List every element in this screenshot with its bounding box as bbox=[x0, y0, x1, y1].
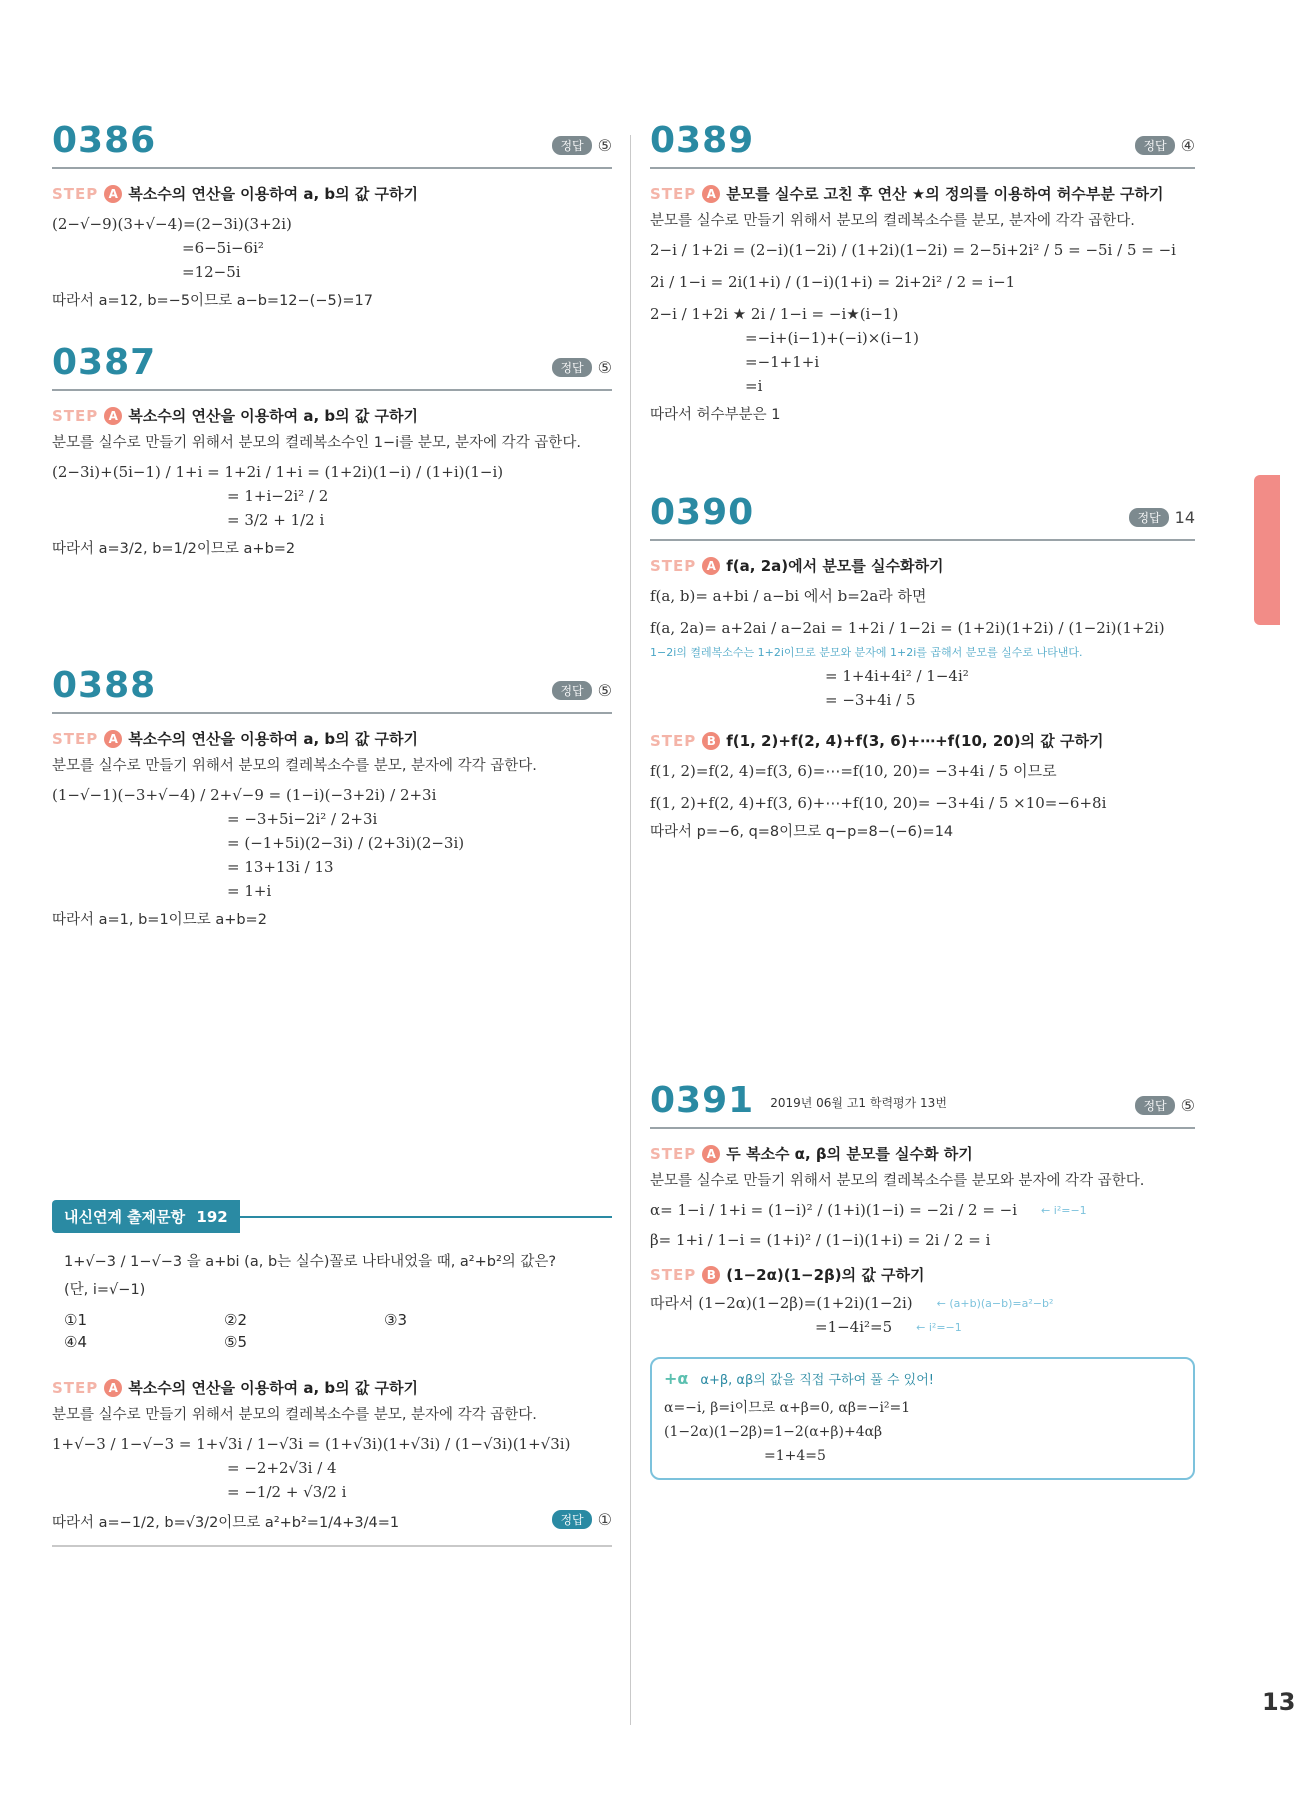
step-heading bbox=[650, 183, 1195, 204]
step-heading bbox=[650, 555, 1195, 576]
problem-0391 bbox=[650, 1080, 1195, 1480]
problem-0390 bbox=[650, 492, 1195, 843]
concept-section bbox=[52, 1200, 612, 1547]
hint-text: ← i²=−1 bbox=[916, 1320, 962, 1334]
choice-item: ⑤5 bbox=[224, 1333, 247, 1351]
math-line: 2−i / 1+2i ★ 2i / 1−i = −i★(i−1) bbox=[650, 305, 899, 323]
math-line: α=−i, β=i이므로 α+β=0, αβ=−i²=1 bbox=[664, 1400, 911, 1416]
tip-header bbox=[664, 1369, 1181, 1388]
choice-item: ①1 bbox=[64, 1311, 87, 1329]
problem-header bbox=[650, 492, 1195, 541]
step-heading bbox=[650, 1143, 1195, 1164]
explanation-text: 분모를 실수로 만들기 위해서 분모의 켤레복소수를 분모, 분자에 각각 곱한다. bbox=[52, 758, 537, 774]
math-line: = (−1+5i)(2−3i) / (2+3i)(2−3i) bbox=[227, 834, 465, 852]
problem-source: 2019년 06월 고1 학력평가 13번 bbox=[770, 1096, 947, 1110]
concept-label bbox=[52, 1200, 240, 1233]
answer-value: 14 bbox=[1174, 508, 1195, 527]
answer-value: ④ bbox=[1180, 136, 1195, 155]
explanation-text: 분모를 실수로 만들기 위해서 분모의 켤레복소수를 분모, 분자에 각각 곱한다. bbox=[650, 213, 1135, 229]
concept-header bbox=[52, 1200, 612, 1233]
math-line: =−1+1+i bbox=[745, 353, 820, 371]
math-line: = −1/2 + √3/2 i bbox=[227, 1483, 347, 1501]
step-letter: A bbox=[104, 185, 122, 203]
concept-number: 192 bbox=[196, 1208, 228, 1226]
step-tag: STEP bbox=[52, 406, 99, 425]
answer-label bbox=[552, 136, 612, 161]
step-tag: STEP bbox=[650, 556, 697, 575]
step-title: 복소수의 연산을 이용하여 a, b의 값 구하기 bbox=[128, 407, 419, 425]
note-text: 1−2i의 켤레복소수는 1+2i이므로 분모와 분자에 1+2i를 곱해서 분모를 실수로 나타낸다. bbox=[650, 646, 1083, 659]
answer-label bbox=[552, 1510, 612, 1535]
conclusion-line: 따라서 허수부분은 1 bbox=[650, 407, 781, 423]
math-line: = 1+i bbox=[227, 882, 272, 900]
step-heading bbox=[52, 405, 612, 426]
problem-header bbox=[650, 1080, 1195, 1129]
choice-list bbox=[52, 1311, 612, 1351]
choice-item: ④4 bbox=[64, 1333, 87, 1351]
answer-label bbox=[1129, 508, 1195, 533]
math-line: = 13+13i / 13 bbox=[227, 858, 334, 876]
math-line: β= 1+i / 1−i = (1+i)² / (1−i)(1+i) = 2i / 2 = i bbox=[650, 1231, 991, 1249]
answer-value: ⑤ bbox=[597, 136, 612, 155]
step-tag: STEP bbox=[650, 184, 697, 203]
step-letter: A bbox=[104, 1379, 122, 1397]
problem-number: 0388 bbox=[52, 665, 157, 706]
math-line: 1+√−3 / 1−√−3 = 1+√3i / 1−√3i = (1+√3i)(1+√3i) / (1−√3i)(1+√3i) bbox=[52, 1435, 571, 1453]
step-letter: A bbox=[104, 730, 122, 748]
math-line: =−i+(i−1)+(−i)×(i−1) bbox=[745, 329, 919, 347]
answer-badge: 정답 bbox=[552, 136, 591, 155]
step-title: 복소수의 연산을 이용하여 a, b의 값 구하기 bbox=[128, 185, 419, 203]
step-tag: STEP bbox=[650, 1265, 697, 1284]
math-line: =i bbox=[745, 377, 763, 395]
math-row bbox=[650, 1198, 1195, 1222]
step-heading bbox=[52, 728, 612, 749]
tip-box bbox=[650, 1357, 1195, 1480]
problem-number: 0389 bbox=[650, 120, 755, 161]
math-line: 2−i / 1+2i = (2−i)(1−2i) / (1+2i)(1−2i) = 2−5i+2i² / 5 = −5i / 5 = −i bbox=[650, 241, 1176, 259]
answer-value: ① bbox=[597, 1510, 612, 1529]
problem-number: 0390 bbox=[650, 492, 755, 533]
step-heading bbox=[52, 183, 612, 204]
step-title: 두 복소수 α, β의 분모를 실수화 하기 bbox=[726, 1145, 973, 1163]
step-title: (1−2α)(1−2β)의 값 구하기 bbox=[726, 1266, 925, 1284]
conclusion-line: 따라서 p=−6, q=8이므로 q−p=8−(−6)=14 bbox=[650, 824, 954, 840]
conclusion-line: 따라서 a=12, b=−5이므로 a−b=12−(−5)=17 bbox=[52, 293, 373, 309]
math-line: f(1, 2)=f(2, 4)=f(3, 6)=⋯=f(10, 20)= −3+4i / 5 이므로 bbox=[650, 762, 1057, 780]
explanation-text: 분모를 실수로 만들기 위해서 분모의 켤레복소수를 분모와 분자에 각각 곱한다. bbox=[650, 1173, 1145, 1189]
problem-header bbox=[52, 120, 612, 169]
problem-number: 0387 bbox=[52, 342, 157, 383]
answer-value: ⑤ bbox=[597, 681, 612, 700]
problem-number: 0391 bbox=[650, 1080, 755, 1121]
step-tag: STEP bbox=[650, 731, 697, 750]
problem-header bbox=[650, 120, 1195, 169]
conclusion-line: 따라서 a=1, b=1이므로 a+b=2 bbox=[52, 912, 267, 928]
hint-text: ← (a+b)(a−b)=a²−b² bbox=[936, 1296, 1054, 1310]
concept-question: 1+√−3 / 1−√−3 을 a+bi (a, b는 실수)꼴로 나타내었을 때, a²+b²의 값은? bbox=[64, 1254, 557, 1270]
math-line: (2−3i)+(5i−1) / 1+i = 1+2i / 1+i = (1+2i)(1−i) / (1+i)(1−i) bbox=[52, 463, 504, 481]
answer-label bbox=[552, 358, 612, 383]
math-line: =1+4=5 bbox=[764, 1448, 826, 1464]
math-line: = 3/2 + 1/2 i bbox=[227, 511, 325, 529]
math-line: 2i / 1−i = 2i(1+i) / (1−i)(1+i) = 2i+2i² / 2 = i−1 bbox=[650, 273, 1016, 291]
step-heading bbox=[650, 1264, 1195, 1285]
step-heading bbox=[650, 730, 1195, 751]
step-tag: STEP bbox=[52, 184, 99, 203]
concept-rule bbox=[240, 1216, 612, 1218]
hint-text: ← i²=−1 bbox=[1041, 1203, 1087, 1217]
step-heading bbox=[52, 1377, 612, 1398]
math-line: = −3+4i / 5 bbox=[825, 691, 916, 709]
step-tag: STEP bbox=[650, 1144, 697, 1163]
problem-header bbox=[52, 342, 612, 391]
answer-label bbox=[1135, 1096, 1195, 1121]
answer-label bbox=[1135, 136, 1195, 161]
step-letter: B bbox=[702, 1266, 720, 1284]
math-line: (1−2α)(1−2β)=1−2(α+β)+4αβ bbox=[664, 1424, 883, 1440]
math-line: f(a, b)= a+bi / a−bi 에서 b=2a라 하면 bbox=[650, 587, 927, 605]
problem-0387 bbox=[52, 342, 612, 560]
math-line: f(a, 2a)= a+2ai / a−2ai = 1+2i / 1−2i = (1+2i)(1+2i) / (1−2i)(1+2i) bbox=[650, 619, 1165, 637]
math-line: (2−√−9)(3+√−4)=(2−3i)(3+2i) bbox=[52, 215, 292, 233]
answer-value: ⑤ bbox=[1180, 1096, 1195, 1115]
tip-plus: +α bbox=[664, 1369, 689, 1388]
answer-badge: 정답 bbox=[552, 1510, 591, 1529]
concept-label-text: 내신연계 출제문항 bbox=[64, 1208, 186, 1226]
answer-label bbox=[552, 681, 612, 706]
math-line: = 1+i−2i² / 2 bbox=[227, 487, 329, 505]
step-title: f(a, 2a)에서 분모를 실수화하기 bbox=[726, 557, 944, 575]
problem-header bbox=[52, 665, 612, 714]
explanation-text: 분모를 실수로 만들기 위해서 분모의 켤레복소수인 1−i를 분모, 분자에 각각 곱한다. bbox=[52, 435, 581, 451]
concept-condition: (단, i=√−1) bbox=[64, 1282, 146, 1298]
step-tag: STEP bbox=[52, 729, 99, 748]
step-letter: A bbox=[702, 185, 720, 203]
math-row bbox=[650, 1291, 1195, 1315]
concept-conclusion-row bbox=[52, 1510, 612, 1547]
step-letter: A bbox=[702, 557, 720, 575]
answer-badge: 정답 bbox=[1129, 508, 1168, 527]
math-line: = 1+4i+4i² / 1−4i² bbox=[825, 667, 969, 685]
math-row bbox=[650, 1315, 1195, 1339]
step-title: 복소수의 연산을 이용하여 a, b의 값 구하기 bbox=[128, 1379, 419, 1397]
choice-item: ③3 bbox=[384, 1311, 407, 1329]
answer-badge: 정답 bbox=[1135, 1096, 1174, 1115]
answer-badge: 정답 bbox=[552, 681, 591, 700]
math-line: (1−√−1)(−3+√−4) / 2+√−9 = (1−i)(−3+2i) / 2+3i bbox=[52, 786, 437, 804]
problem-0389 bbox=[650, 120, 1195, 426]
step-letter: A bbox=[104, 407, 122, 425]
math-line: = −3+5i−2i² / 2+3i bbox=[227, 810, 378, 828]
conclusion-line: 따라서 a=−1/2, b=√3/2이므로 a²+b²=1/4+3/4=1 bbox=[52, 1514, 400, 1531]
step-tag: STEP bbox=[52, 1378, 99, 1397]
step-title: f(1, 2)+f(2, 4)+f(3, 6)+⋯+f(10, 20)의 값 구하기 bbox=[726, 732, 1104, 750]
math-line: =1−4i²=5 bbox=[815, 1318, 893, 1336]
answer-value: ⑤ bbox=[597, 358, 612, 377]
answer-badge: 정답 bbox=[552, 358, 591, 377]
math-line: =12−5i bbox=[182, 263, 241, 281]
step-title: 복소수의 연산을 이용하여 a, b의 값 구하기 bbox=[128, 730, 419, 748]
page-number: 13 bbox=[1262, 1688, 1295, 1716]
answer-badge: 정답 bbox=[1135, 136, 1174, 155]
tip-title: α+β, αβ의 값을 직접 구하여 풀 수 있어! bbox=[700, 1373, 934, 1388]
choice-item: ②2 bbox=[224, 1311, 247, 1329]
step-title: 분모를 실수로 고친 후 연산 ★의 정의를 이용하여 허수부분 구하기 bbox=[726, 185, 1164, 203]
problem-number: 0386 bbox=[52, 120, 157, 161]
math-line: α= 1−i / 1+i = (1−i)² / (1+i)(1−i) = −2i / 2 = −i bbox=[650, 1201, 1018, 1219]
step-letter: A bbox=[702, 1145, 720, 1163]
math-line: f(1, 2)+f(2, 4)+f(3, 6)+⋯+f(10, 20)= −3+4i / 5 ×10=−6+8i bbox=[650, 794, 1107, 812]
column-divider bbox=[630, 135, 631, 1725]
explanation-text: 분모를 실수로 만들기 위해서 분모의 켤레복소수를 분모, 분자에 각각 곱한다. bbox=[52, 1407, 537, 1423]
chapter-tab bbox=[1254, 475, 1280, 625]
math-line: = −2+2√3i / 4 bbox=[227, 1459, 337, 1477]
step-letter: B bbox=[702, 732, 720, 750]
conclusion-line: 따라서 a=3/2, b=1/2이므로 a+b=2 bbox=[52, 541, 296, 557]
math-line: 따라서 (1−2α)(1−2β)=(1+2i)(1−2i) bbox=[650, 1294, 913, 1312]
problem-0386 bbox=[52, 120, 612, 312]
problem-0388 bbox=[52, 665, 612, 931]
math-line: =6−5i−6i² bbox=[182, 239, 264, 257]
